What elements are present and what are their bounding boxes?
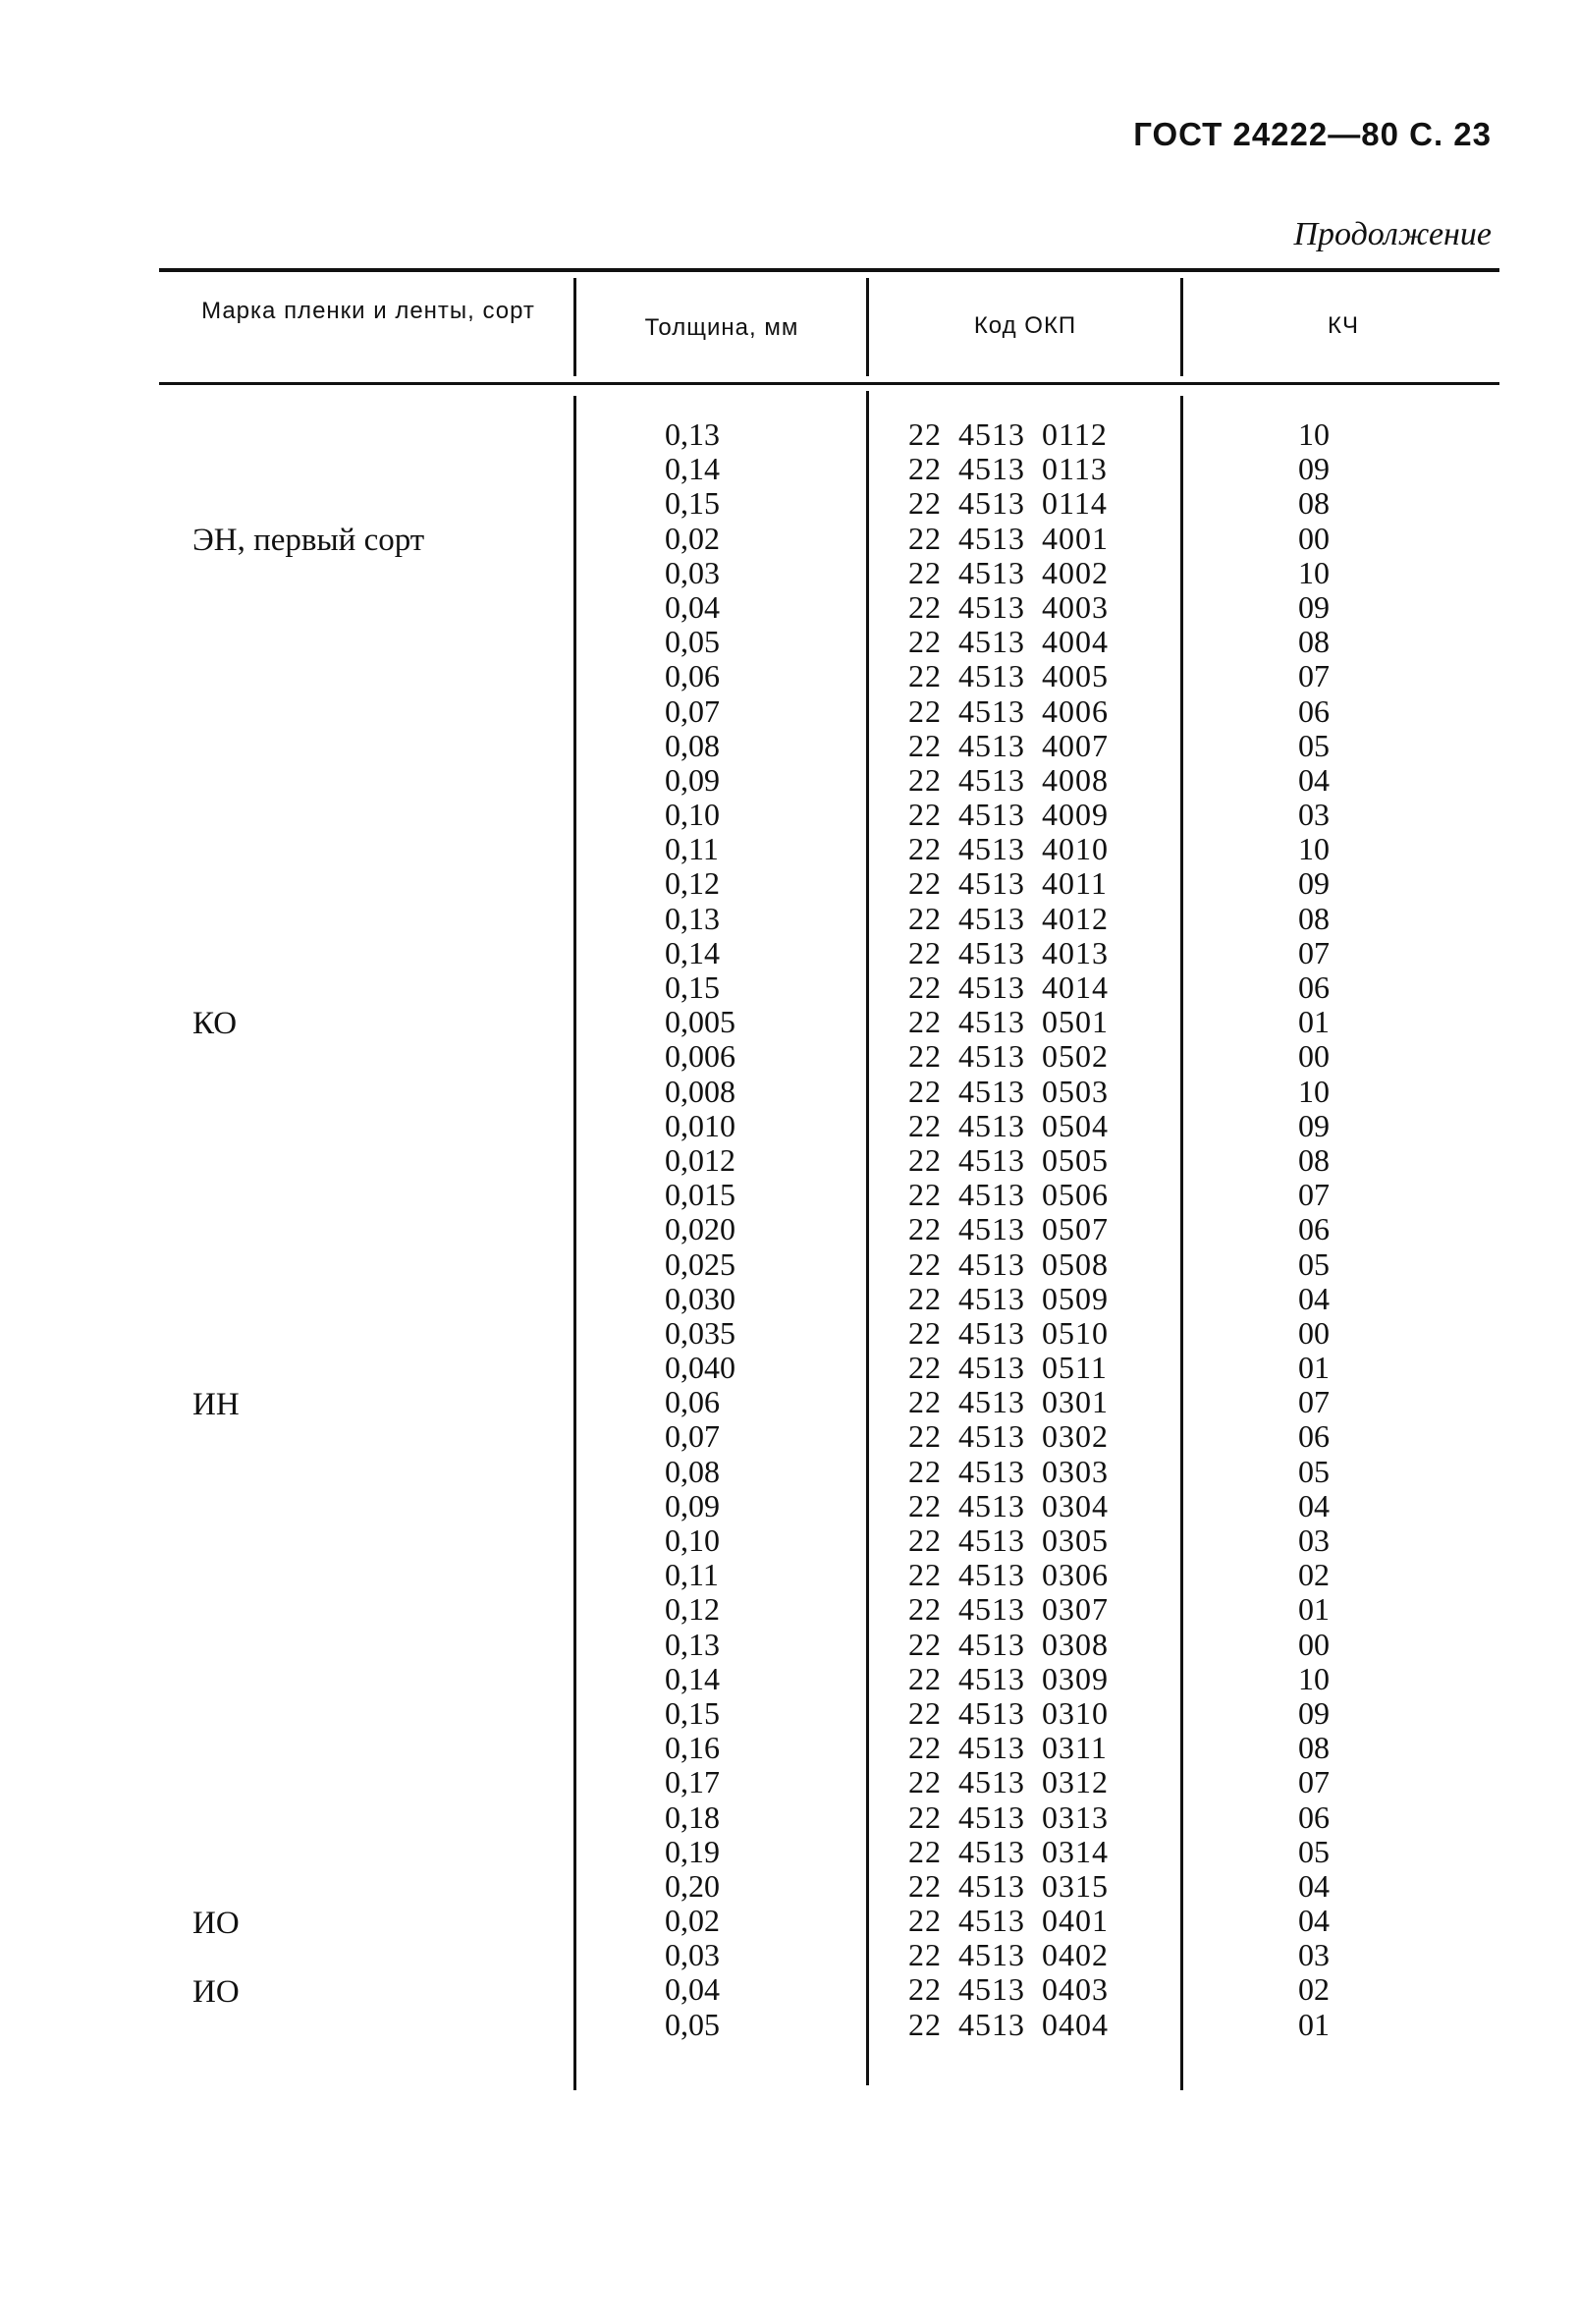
- thickness-cell: 0,15: [665, 485, 720, 522]
- table-row: [0, 659, 1578, 693]
- code-cell: 22 4513 0404: [908, 2006, 1109, 2042]
- code-cell: 22 4513 0311: [908, 1730, 1108, 1766]
- table-row: [0, 1455, 1578, 1489]
- thickness-cell: 0,04: [665, 588, 720, 625]
- table-row: [0, 832, 1578, 866]
- thickness-cell: 0,16: [665, 1730, 720, 1766]
- kch-cell: 08: [1298, 485, 1330, 522]
- column-header-kch: КЧ: [1328, 312, 1359, 339]
- kch-cell: 08: [1298, 1730, 1330, 1766]
- kch-cell: 05: [1298, 1833, 1330, 1869]
- mark-label: ИО: [192, 1974, 240, 2010]
- kch-cell: 04: [1298, 1903, 1330, 1939]
- code-cell: 22 4513 0113: [908, 451, 1108, 487]
- thickness-cell: 0,10: [665, 797, 720, 833]
- kch-cell: 05: [1298, 1453, 1330, 1489]
- thickness-cell: 0,14: [665, 451, 720, 487]
- code-cell: 22 4513 0511: [908, 1350, 1108, 1386]
- table-row: [0, 1800, 1578, 1835]
- table-body: [0, 417, 1578, 2042]
- kch-cell: 10: [1298, 831, 1330, 867]
- column-header-mark: Марка пленки и ленты, сорт: [201, 298, 535, 324]
- code-cell: 22 4513 4008: [908, 761, 1109, 798]
- kch-cell: 10: [1298, 554, 1330, 590]
- thickness-cell: 0,020: [665, 1211, 735, 1247]
- thickness-cell: 0,18: [665, 1798, 720, 1835]
- table-row: [0, 1212, 1578, 1246]
- kch-cell: 10: [1298, 416, 1330, 452]
- table-row: [0, 486, 1578, 521]
- code-cell: 22 4513 0314: [908, 1833, 1109, 1869]
- thickness-cell: 0,11: [665, 1557, 719, 1593]
- code-cell: 22 4513 0303: [908, 1453, 1109, 1489]
- code-cell: 22 4513 4004: [908, 624, 1109, 660]
- code-cell: 22 4513 0304: [908, 1487, 1109, 1523]
- thickness-cell: 0,08: [665, 1453, 720, 1489]
- table-row: [0, 1869, 1578, 1904]
- table-row: [0, 1178, 1578, 1212]
- code-cell: 22 4513 4014: [908, 969, 1109, 1005]
- thickness-cell: 0,08: [665, 727, 720, 763]
- code-cell: 22 4513 0112: [908, 416, 1108, 452]
- code-cell: 22 4513 0401: [908, 1903, 1109, 1939]
- code-cell: 22 4513 4013: [908, 934, 1109, 970]
- thickness-cell: 0,06: [665, 1384, 720, 1420]
- table-row: [0, 1558, 1578, 1592]
- kch-cell: 03: [1298, 1522, 1330, 1558]
- thickness-cell: 0,015: [665, 1177, 735, 1213]
- kch-cell: 02: [1298, 1971, 1330, 2008]
- thickness-cell: 0,05: [665, 624, 720, 660]
- column-header-thickness: Толщина, мм: [644, 314, 799, 341]
- table-header-rule: [159, 382, 1499, 385]
- thickness-cell: 0,12: [665, 1591, 720, 1628]
- thickness-cell: 0,06: [665, 658, 720, 694]
- thickness-cell: 0,12: [665, 865, 720, 902]
- code-cell: 22 4513 4001: [908, 520, 1109, 556]
- column-header-code: Код ОКП: [973, 312, 1077, 339]
- kch-cell: 01: [1298, 1004, 1330, 1040]
- thickness-cell: 0,09: [665, 1487, 720, 1523]
- code-cell: 22 4513 4011: [908, 865, 1108, 902]
- thickness-cell: 0,040: [665, 1350, 735, 1386]
- mark-label: ИН: [192, 1386, 240, 1422]
- thickness-cell: 0,07: [665, 1418, 720, 1455]
- code-cell: 22 4513 0509: [908, 1280, 1109, 1316]
- table-row: [0, 1109, 1578, 1143]
- mark-label: ИО: [192, 1905, 240, 1941]
- table-row: [0, 1835, 1578, 1869]
- table-row: [0, 1938, 1578, 1972]
- table-row: [0, 1489, 1578, 1523]
- thickness-cell: 0,14: [665, 1660, 720, 1696]
- thickness-cell: 0,13: [665, 416, 720, 452]
- kch-cell: 03: [1298, 797, 1330, 833]
- kch-cell: 04: [1298, 1280, 1330, 1316]
- thickness-cell: 0,14: [665, 934, 720, 970]
- table-row: [0, 452, 1578, 486]
- mark-label: ЭН, первый сорт: [192, 522, 425, 558]
- column-divider-3: [1180, 278, 1183, 376]
- code-cell: 22 4513 0507: [908, 1211, 1109, 1247]
- thickness-cell: 0,15: [665, 1694, 720, 1731]
- code-cell: 22 4513 0305: [908, 1522, 1109, 1558]
- thickness-cell: 0,04: [665, 1971, 720, 2008]
- table-row: [0, 417, 1578, 452]
- kch-cell: 06: [1298, 692, 1330, 729]
- code-cell: 22 4513 0501: [908, 1004, 1109, 1040]
- code-cell: 22 4513 0502: [908, 1038, 1109, 1075]
- table-row: [0, 1075, 1578, 1109]
- column-divider-1: [573, 278, 576, 376]
- table-row: [0, 936, 1578, 970]
- table-row: [0, 1005, 1578, 1039]
- code-cell: 22 4513 0114: [908, 485, 1108, 522]
- table-row: [0, 556, 1578, 590]
- kch-cell: 07: [1298, 1764, 1330, 1800]
- thickness-cell: 0,17: [665, 1764, 720, 1800]
- code-cell: 22 4513 4010: [908, 831, 1109, 867]
- thickness-cell: 0,025: [665, 1245, 735, 1282]
- kch-cell: 07: [1298, 1384, 1330, 1420]
- thickness-cell: 0,13: [665, 1626, 720, 1662]
- thickness-cell: 0,02: [665, 520, 720, 556]
- kch-cell: 01: [1298, 1350, 1330, 1386]
- mark-label: КО: [192, 1006, 238, 1042]
- code-cell: 22 4513 4006: [908, 692, 1109, 729]
- table-row: [0, 1039, 1578, 1074]
- code-cell: 22 4513 0505: [908, 1141, 1109, 1178]
- table-row: [0, 798, 1578, 832]
- kch-cell: 00: [1298, 520, 1330, 556]
- code-cell: 22 4513 0301: [908, 1384, 1109, 1420]
- kch-cell: 10: [1298, 1073, 1330, 1109]
- kch-cell: 07: [1298, 658, 1330, 694]
- thickness-cell: 0,09: [665, 761, 720, 798]
- table-row: [0, 902, 1578, 936]
- kch-cell: 01: [1298, 1591, 1330, 1628]
- table-top-rule: [159, 268, 1499, 272]
- thickness-cell: 0,13: [665, 900, 720, 936]
- table-row: [0, 1765, 1578, 1799]
- table-row: [0, 866, 1578, 901]
- column-divider-2: [866, 278, 869, 376]
- kch-cell: 09: [1298, 451, 1330, 487]
- kch-cell: 03: [1298, 1937, 1330, 1973]
- table-row: [0, 1628, 1578, 1662]
- thickness-cell: 0,010: [665, 1107, 735, 1143]
- kch-cell: 06: [1298, 969, 1330, 1005]
- table-row: [0, 1662, 1578, 1696]
- code-cell: 22 4513 0503: [908, 1073, 1109, 1109]
- kch-cell: 04: [1298, 1867, 1330, 1904]
- kch-cell: 04: [1298, 761, 1330, 798]
- table-row: [0, 1523, 1578, 1558]
- table-row: [0, 1696, 1578, 1731]
- kch-cell: 09: [1298, 865, 1330, 902]
- kch-cell: 01: [1298, 2006, 1330, 2042]
- table-row: [0, 1731, 1578, 1765]
- thickness-cell: 0,03: [665, 554, 720, 590]
- code-cell: 22 4513 0306: [908, 1557, 1109, 1593]
- code-cell: 22 4513 0508: [908, 1245, 1109, 1282]
- table-row: [0, 1592, 1578, 1627]
- code-cell: 22 4513 0307: [908, 1591, 1109, 1628]
- kch-cell: 08: [1298, 900, 1330, 936]
- kch-cell: 07: [1298, 934, 1330, 970]
- kch-cell: 00: [1298, 1314, 1330, 1351]
- thickness-cell: 0,012: [665, 1141, 735, 1178]
- kch-cell: 08: [1298, 1141, 1330, 1178]
- thickness-cell: 0,030: [665, 1280, 735, 1316]
- thickness-cell: 0,006: [665, 1038, 735, 1075]
- kch-cell: 04: [1298, 1487, 1330, 1523]
- kch-cell: 05: [1298, 1245, 1330, 1282]
- kch-cell: 06: [1298, 1798, 1330, 1835]
- kch-cell: 07: [1298, 1177, 1330, 1213]
- code-cell: 22 4513 0504: [908, 1107, 1109, 1143]
- kch-cell: 10: [1298, 1660, 1330, 1696]
- table-row: [0, 625, 1578, 659]
- code-cell: 22 4513 0312: [908, 1764, 1109, 1800]
- code-cell: 22 4513 0310: [908, 1694, 1109, 1731]
- table-row: [0, 1351, 1578, 1385]
- table-row: [0, 763, 1578, 798]
- table-row: [0, 590, 1578, 625]
- table-row: [0, 970, 1578, 1005]
- thickness-cell: 0,07: [665, 692, 720, 729]
- kch-cell: 02: [1298, 1557, 1330, 1593]
- thickness-cell: 0,19: [665, 1833, 720, 1869]
- code-cell: 22 4513 0308: [908, 1626, 1109, 1662]
- code-cell: 22 4513 0302: [908, 1418, 1109, 1455]
- code-cell: 22 4513 0506: [908, 1177, 1109, 1213]
- thickness-cell: 0,20: [665, 1867, 720, 1904]
- code-cell: 22 4513 4012: [908, 900, 1109, 936]
- table-row: [0, 694, 1578, 729]
- thickness-cell: 0,05: [665, 2006, 720, 2042]
- kch-cell: 00: [1298, 1038, 1330, 1075]
- kch-cell: 08: [1298, 624, 1330, 660]
- code-cell: 22 4513 0510: [908, 1314, 1109, 1351]
- table-row: [0, 2008, 1578, 2042]
- thickness-cell: 0,10: [665, 1522, 720, 1558]
- code-cell: 22 4513 4003: [908, 588, 1109, 625]
- thickness-cell: 0,03: [665, 1937, 720, 1973]
- table-row: [0, 1316, 1578, 1351]
- thickness-cell: 0,035: [665, 1314, 735, 1351]
- page-header: ГОСТ 24222—80 С. 23: [1133, 116, 1492, 152]
- code-cell: 22 4513 4005: [908, 658, 1109, 694]
- table-row: [0, 1143, 1578, 1178]
- kch-cell: 05: [1298, 727, 1330, 763]
- kch-cell: 09: [1298, 588, 1330, 625]
- code-cell: 22 4513 0309: [908, 1660, 1109, 1696]
- table-row: [0, 1419, 1578, 1454]
- thickness-cell: 0,005: [665, 1004, 735, 1040]
- table-row: [0, 1282, 1578, 1316]
- thickness-cell: 0,15: [665, 969, 720, 1005]
- kch-cell: 00: [1298, 1626, 1330, 1662]
- thickness-cell: 0,008: [665, 1073, 735, 1109]
- code-cell: 22 4513 4002: [908, 554, 1109, 590]
- code-cell: 22 4513 0313: [908, 1798, 1109, 1835]
- table-row: [0, 1247, 1578, 1282]
- continuation-label: Продолжение: [1293, 216, 1492, 252]
- code-cell: 22 4513 0403: [908, 1971, 1109, 2008]
- thickness-cell: 0,11: [665, 831, 719, 867]
- kch-cell: 09: [1298, 1107, 1330, 1143]
- table-row: [0, 729, 1578, 763]
- code-cell: 22 4513 0402: [908, 1937, 1109, 1973]
- kch-cell: 06: [1298, 1211, 1330, 1247]
- kch-cell: 06: [1298, 1418, 1330, 1455]
- code-cell: 22 4513 0315: [908, 1867, 1109, 1904]
- code-cell: 22 4513 4009: [908, 797, 1109, 833]
- kch-cell: 09: [1298, 1694, 1330, 1731]
- code-cell: 22 4513 4007: [908, 727, 1109, 763]
- thickness-cell: 0,02: [665, 1903, 720, 1939]
